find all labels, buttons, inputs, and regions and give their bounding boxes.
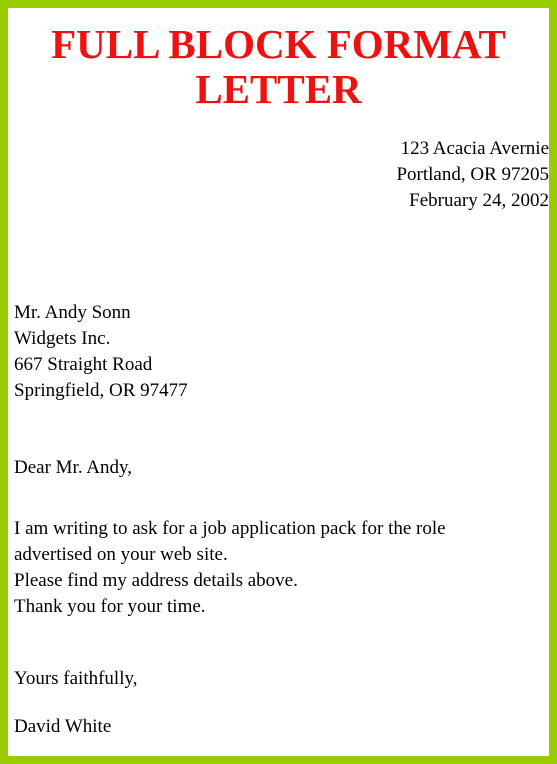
recipient-street: 667 Straight Road (14, 354, 153, 375)
signature-name: David White (14, 716, 112, 737)
recipient-address-block (14, 300, 188, 404)
closing: Yours faithfully, (14, 668, 138, 689)
sender-city: Portland, OR 97205 (396, 164, 549, 185)
title-line-2: LETTER (195, 66, 362, 112)
sender-address-block (396, 136, 549, 214)
salutation: Dear Mr. Andy, (14, 457, 133, 478)
recipient-name: Mr. Andy Sonn (14, 302, 131, 323)
recipient-company: Widgets Inc. (14, 328, 111, 349)
page-title (8, 22, 549, 112)
letter-body (14, 516, 446, 620)
body-line-4: Thank you for your time. (14, 596, 206, 617)
body-line-1: I am writing to ask for a job application pack for the role (14, 518, 446, 539)
recipient-city: Springfield, OR 97477 (14, 380, 188, 401)
letter-date: February 24, 2002 (409, 190, 549, 211)
body-line-2: advertised on your web site. (14, 544, 228, 565)
sender-street: 123 Acacia Avernie (400, 138, 549, 159)
title-line-1: FULL BLOCK FORMAT (51, 21, 506, 67)
body-line-3: Please find my address details above. (14, 570, 298, 591)
